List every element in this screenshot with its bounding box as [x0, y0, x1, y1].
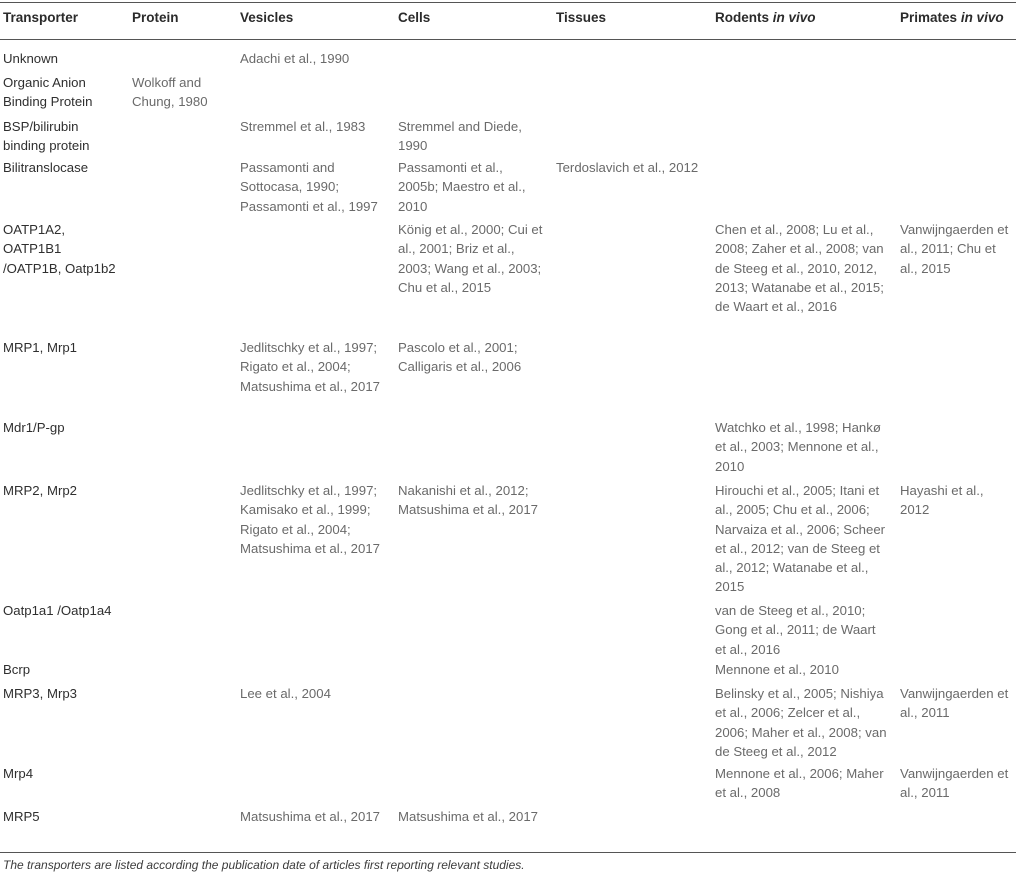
cell-cells: Nakanishi et al., 2012; Matsushima et al., 2017	[398, 483, 539, 518]
header-primates: Primates	[900, 10, 958, 25]
cell-rodents: Belinsky et al., 2005; Nishiya et al., 2006; Zelcer et al., 2006; Maher et al., 2008; van de Steeg et al., 2012	[715, 686, 887, 759]
cell-cells: König et al., 2000; Cui et al., 2001; Briz et al., 2003; Wang et al., 2003; Chu et al., 2015	[398, 222, 543, 295]
top-rule	[0, 2, 1016, 3]
header-primates-in-vivo-suffix: in vivo	[960, 10, 1004, 25]
cell-transporter: OATP1A2, OATP1B1 /OATP1B, Oatp1b2	[3, 222, 116, 276]
cell-vesicles: Passamonti and Sottocasa, 1990; Passamonti et al., 1997	[240, 160, 378, 214]
cell-transporter: MRP1, Mrp1	[3, 340, 78, 355]
cell-transporter: BSP/bilirubin binding protein	[3, 119, 90, 154]
cell-primates: Hayashi et al., 2012	[900, 483, 984, 518]
cell-vesicles: Jedlitschky et al., 1997; Rigato et al., 2004; Matsushima et al., 2017	[240, 340, 381, 394]
cell-protein: Wolkoff and Chung, 1980	[132, 75, 208, 110]
header-cells: Cells	[398, 10, 431, 25]
cell-rodents: van de Steeg et al., 2010; Gong et al., 2011; de Waart et al., 2016	[715, 603, 876, 657]
cell-primates: Vanwijngaerden et al., 2011	[900, 766, 1009, 801]
cell-vesicles: Stremmel et al., 1983	[240, 119, 366, 134]
cell-rodents: Mennone et al., 2010	[715, 662, 839, 677]
cell-rodents: Watchko et al., 1998; Hankø et al., 2003; Mennone et al., 2010	[715, 420, 881, 474]
cell-transporter: Organic Anion Binding Protein	[3, 75, 93, 110]
cell-transporter: MRP3, Mrp3	[3, 686, 78, 701]
cell-transporter: Bcrp	[3, 662, 31, 677]
cell-transporter: Mrp4	[3, 766, 34, 781]
cell-cells: Pascolo et al., 2001; Calligaris et al., 2006	[398, 340, 522, 375]
cell-tissues: Terdoslavich et al., 2012	[556, 160, 699, 175]
cell-rodents: Hirouchi et al., 2005; Itani et al., 2005; Chu et al., 2006; Narvaiza et al., 2006; Scheer et al., 2012; van de Steeg et al., 2012; Watanabe et al., 2015	[715, 483, 886, 595]
cell-transporter: MRP2, Mrp2	[3, 483, 78, 498]
header-rodents-in-vivo-suffix: in vivo	[772, 10, 816, 25]
header-primates-in-vivo	[900, 10, 1004, 25]
header-rodents-in-vivo	[715, 10, 816, 25]
cell-rodents: Mennone et al., 2006; Maher et al., 2008	[715, 766, 884, 801]
cell-vesicles: Adachi et al., 1990	[240, 51, 350, 66]
header-tissues: Tissues	[556, 10, 607, 25]
cell-vesicles: Jedlitschky et al., 1997; Kamisako et al., 1999; Rigato et al., 2004; Matsushima et al., 2017	[240, 483, 381, 556]
header-protein: Protein	[132, 10, 179, 25]
cell-cells: Stremmel and Diede, 1990	[398, 119, 522, 154]
cell-transporter: MRP5	[3, 809, 40, 824]
cell-primates: Vanwijngaerden et al., 2011; Chu et al., 2015	[900, 222, 1009, 276]
cell-primates: Vanwijngaerden et al., 2011	[900, 686, 1009, 721]
cell-cells: Matsushima et al., 2017	[398, 809, 539, 824]
header-rule	[0, 39, 1016, 40]
cell-vesicles: Lee et al., 2004	[240, 686, 331, 701]
cell-transporter: Oatp1a1 /Oatp1a4	[3, 603, 112, 618]
cell-transporter: Mdr1/P-gp	[3, 420, 65, 435]
cell-transporter: Bilitranslocase	[3, 160, 89, 175]
bottom-rule	[0, 852, 1016, 853]
header-transporter: Transporter	[3, 10, 79, 25]
cell-vesicles: Matsushima et al., 2017	[240, 809, 381, 824]
cell-rodents: Chen et al., 2008; Lu et al., 2008; Zaher et al., 2008; van de Steeg et al., 2010, 2012, 2013; Watanabe et al., 2015; de Waart et al., 2016	[715, 222, 884, 315]
table-footnote: The transporters are listed according the publication date of articles first reporting relevant studies.	[3, 858, 525, 872]
header-rodents: Rodents	[715, 10, 769, 25]
cell-transporter: Unknown	[3, 51, 58, 66]
header-vesicles: Vesicles	[240, 10, 294, 25]
cell-cells: Passamonti et al., 2005b; Maestro et al., 2010	[398, 160, 526, 214]
